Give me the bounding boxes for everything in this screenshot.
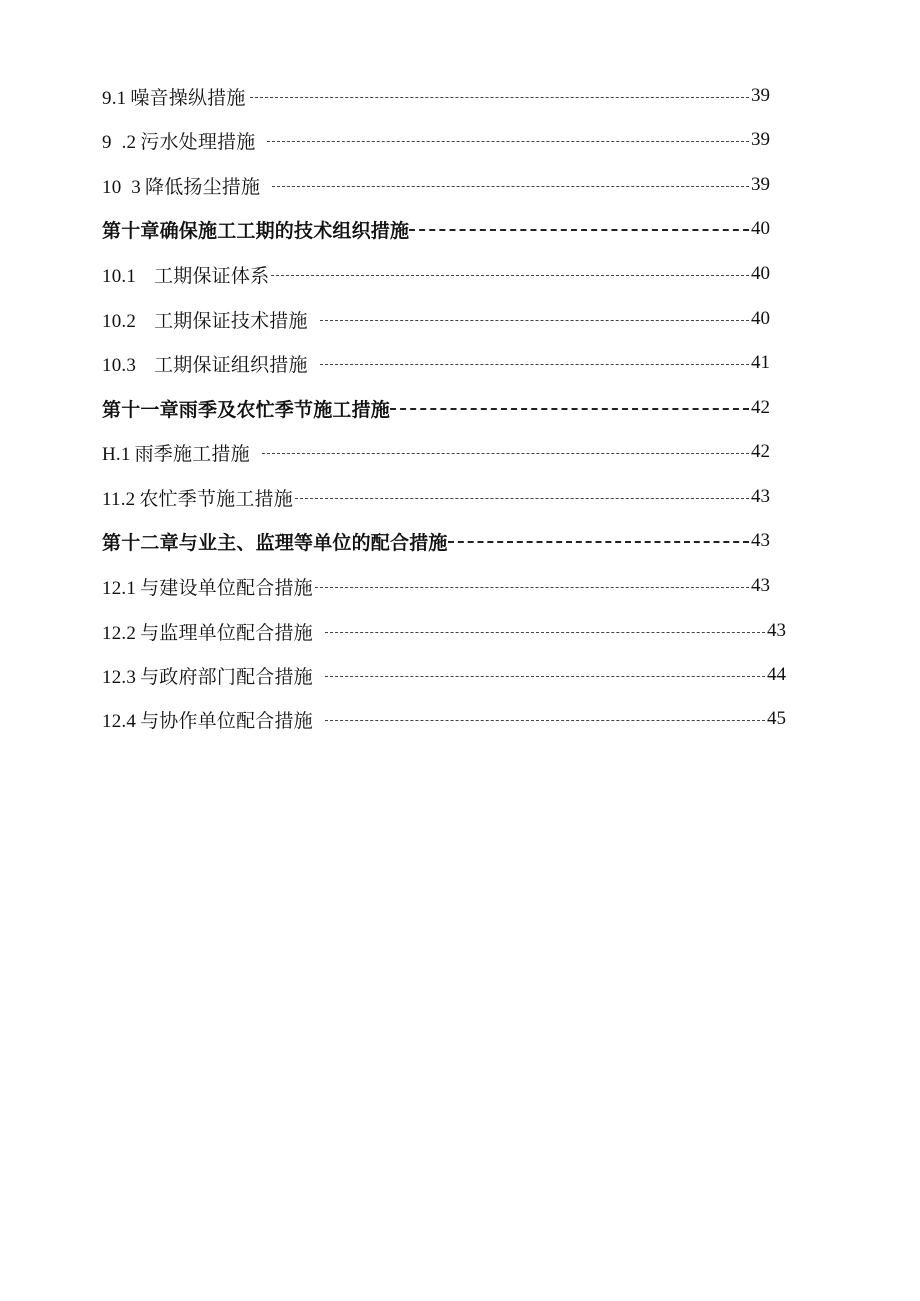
toc-entry-number: 10.1: [102, 265, 137, 287]
toc-entry-number: 12.4: [102, 710, 137, 732]
toc-entry-page: 43: [751, 575, 770, 596]
toc-leader: [320, 364, 749, 365]
toc-entry-number: 9.1: [102, 87, 127, 109]
toc-entry-10-2[interactable]: [102, 306, 770, 332]
toc-leader: [390, 408, 749, 410]
toc-entry-number: 12.3: [102, 666, 137, 688]
toc-entry-page: 41: [751, 352, 770, 373]
toc-entry-number: H.1: [102, 443, 131, 465]
toc-entry-title: 工期保证技术措施: [154, 310, 308, 332]
toc-entry-page: 39: [751, 85, 770, 106]
toc-entry-10-3[interactable]: [102, 172, 770, 198]
toc-entry-title: 污水处理措施: [140, 131, 256, 153]
toc-entry-title: 农忙季节施工措施: [139, 488, 293, 510]
toc-leader: [320, 320, 749, 321]
toc-leader: [409, 229, 749, 231]
toc-entry-page: 45: [767, 708, 786, 729]
toc-entry-title: 与协作单位配合措施: [140, 710, 313, 732]
toc-leader: [325, 720, 765, 721]
toc-entry-title: 噪音操纵措施: [130, 87, 246, 109]
toc-leader: [250, 97, 749, 98]
toc-entry-number: 9 .2: [102, 131, 137, 153]
toc-entry-page: 42: [751, 441, 770, 462]
toc-entry-page: 44: [767, 664, 786, 685]
toc-entry-page: 39: [751, 129, 770, 150]
toc-entry-page: 43: [751, 486, 770, 507]
toc-chapter-title: 第十一章雨季及农忙季节施工措施: [102, 399, 391, 421]
toc-entry-page: 39: [751, 174, 770, 195]
toc-leader: [325, 676, 765, 677]
toc-entry-12-3[interactable]: [102, 662, 786, 688]
toc-entry-title: 与监理单位配合措施: [140, 622, 313, 644]
toc-chapter-12[interactable]: [102, 528, 770, 554]
toc-entry-page: 43: [767, 620, 786, 641]
toc-entry-page: 42: [751, 397, 770, 418]
toc-entry-title: 与政府部门配合措施: [140, 666, 313, 688]
toc-entry-number: 10.3: [102, 354, 137, 376]
toc-entry-9-1[interactable]: [102, 83, 770, 109]
toc-entry-page: 40: [751, 308, 770, 329]
toc-entry-10-1[interactable]: [102, 261, 770, 287]
toc-entry-number: 12.1: [102, 577, 137, 599]
toc-entry-page: 40: [751, 263, 770, 284]
toc-leader: [448, 541, 749, 543]
toc-entry-12-1[interactable]: [102, 573, 770, 599]
toc-entry-title: 雨季施工措施: [134, 443, 250, 465]
toc-entry-number: 11.2: [102, 488, 136, 510]
toc-leader: [262, 453, 749, 454]
toc-entry-10-3b[interactable]: [102, 350, 770, 376]
toc-entry-title: 与建设单位配合措施: [140, 577, 313, 599]
toc-leader: [271, 275, 749, 276]
toc-entry-number: 10 3: [102, 176, 141, 198]
toc-chapter-title: 第十章确保施工工期的技术组织措施: [102, 220, 410, 242]
toc-entry-number: 12.2: [102, 622, 137, 644]
toc-chapter-11[interactable]: [102, 395, 770, 421]
toc-entry-title: 工期保证体系: [154, 265, 270, 287]
toc-leader: [315, 587, 749, 588]
toc-entry-12-4[interactable]: [102, 706, 786, 732]
toc-entry-page: 40: [751, 218, 770, 239]
toc-entry-title: 工期保证组织措施: [154, 354, 308, 376]
toc-entry-11-1[interactable]: [102, 439, 770, 465]
toc-entry-11-2[interactable]: [102, 484, 770, 510]
toc-entry-9-2[interactable]: [102, 127, 770, 153]
toc-leader: [325, 632, 765, 633]
toc-leader: [267, 141, 749, 142]
toc-entry-number: 10.2: [102, 310, 137, 332]
toc-chapter-title: 第十二章与业主、监理等单位的配合措施: [102, 532, 448, 554]
toc-chapter-10[interactable]: [102, 216, 770, 242]
toc-leader: [295, 498, 749, 499]
toc-entry-title: 降低扬尘措施: [145, 176, 261, 198]
toc-entry-page: 43: [751, 530, 770, 551]
toc-leader: [272, 186, 749, 187]
toc-entry-12-2[interactable]: [102, 618, 786, 644]
